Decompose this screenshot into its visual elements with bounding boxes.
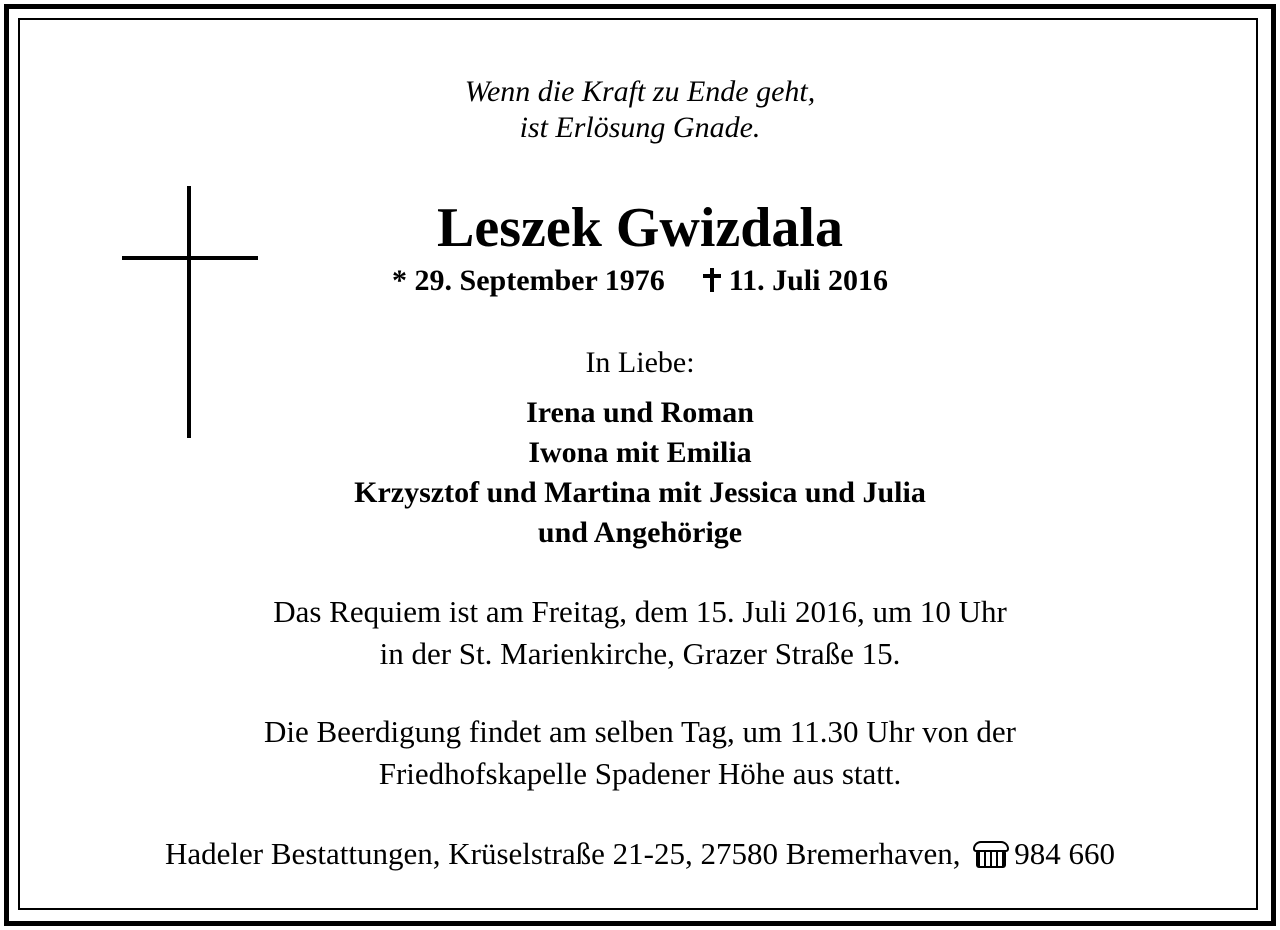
mourner-line: und Angehörige: [537, 516, 743, 549]
funeral-home-line: [30, 834, 1250, 874]
requiem-line-2: in der St. Marienkirche, Grazer Straße 15.: [379, 636, 901, 671]
mourner-line: Iwona mit Emilia: [528, 436, 752, 469]
birth-date: * 29. September 1976: [392, 264, 665, 297]
deceased-name: Leszek Gwizdala: [437, 197, 843, 259]
death-date: 11. Juli 2016: [728, 264, 888, 297]
motto-line-2: ist Erlösung Gnade.: [519, 111, 761, 144]
burial-line-1: Die Beerdigung findet am selben Tag, um 11.30 Uhr von der: [264, 714, 1016, 749]
mourners-intro: In Liebe:: [585, 346, 695, 379]
mourner-line: Krzysztof und Martina mit Jessica und Julia: [354, 476, 926, 509]
dagger-icon: [703, 268, 721, 292]
funeral-home-phone: 984 660: [1014, 836, 1115, 871]
burial-line-2: Friedhofskapelle Spadener Höhe aus statt.: [378, 756, 902, 791]
mourner-line: Irena und Roman: [526, 396, 754, 429]
life-dates: [0, 263, 1280, 299]
motto-line-1: Wenn die Kraft zu Ende geht,: [464, 75, 816, 108]
funeral-home-address: Hadeler Bestattungen, Krüselstraße 21-25, 27580 Bremerhaven,: [165, 836, 961, 871]
requiem-line-1: Das Requiem ist am Freitag, dem 15. Juli 2016, um 10 Uhr: [273, 594, 1007, 629]
telephone-icon: [972, 841, 1006, 865]
